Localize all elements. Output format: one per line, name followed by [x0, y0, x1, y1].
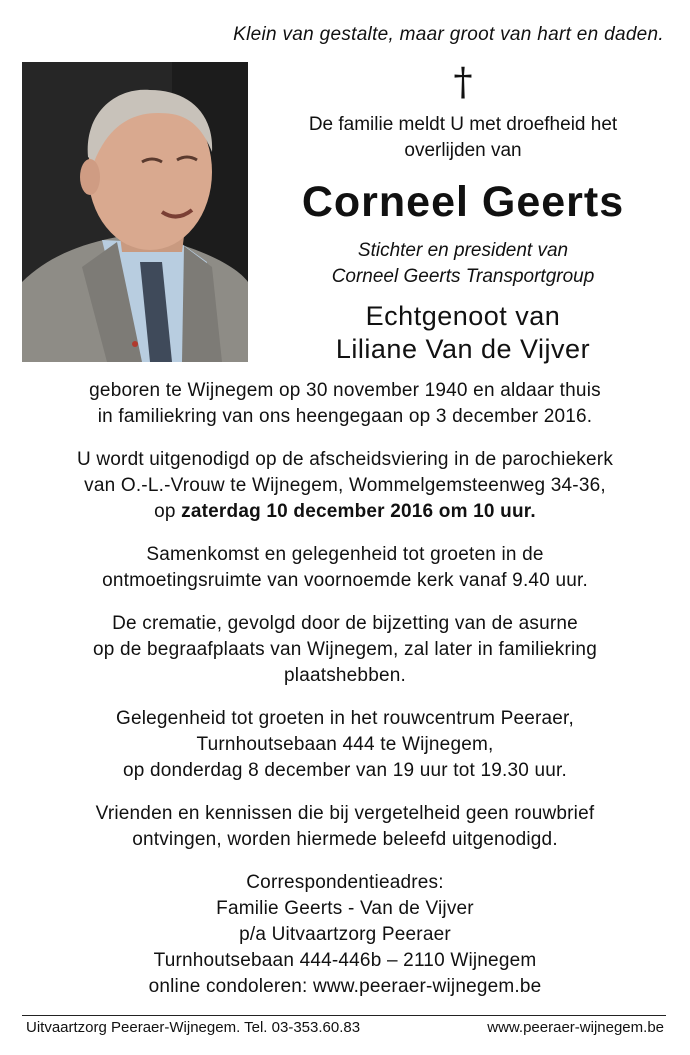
portrait-photo: [22, 62, 248, 362]
funeral-home-paragraph: Gelegenheid tot groeten in het rouwcentrum Peeraer, Turnhoutsebaan 444 te Wijnegem, op donderdag 8 december van 19 uur tot 19.30 uur.: [115, 708, 575, 781]
address-paragraph: Correspondentieadres: Familie Geerts - Van de Vijver p/a Uitvaartzorg Peeraer Turnhoutsebaan 444-446b – 2110 Wijnegem online condoleren: www.peeraer-wijnegem.be: [148, 872, 542, 997]
born-paragraph: geboren te Wijnegem op 30 november 1940 en aldaar thuis in familiekring van ons heengegaan op 3 december 2016.: [89, 380, 601, 427]
gathering-paragraph: Samenkomst en gelegenheid tot groeten in de ontmoetingsruimte van voornoemde kerk vanaf 9.40 uur.: [102, 544, 588, 591]
cross-icon: †: [453, 60, 473, 104]
friends-paragraph: Vrienden en kennissen die bij vergetelheid geen rouwbrief ontvingen, worden hiermede beleefd uitgenodigd.: [95, 803, 595, 850]
footer-contact: Uitvaartzorg Peeraer-Wijnegem. Tel. 03-353.60.83: [26, 1019, 361, 1036]
intro-text: De familie meldt U met droefheid het overlijden van: [308, 114, 618, 161]
deceased-name: Corneel Geerts: [301, 178, 625, 226]
notice-body: [20, 378, 670, 1017]
spouse-text: Echtgenoot van Liliane Van de Vijver: [335, 301, 591, 364]
cremation-paragraph: De crematie, gevolgd door de bijzetting van de asurne op de begraafplaats van Wijnegem, zal later in familiekring plaatshebben.: [93, 613, 597, 686]
motto: Klein van gestalte, maar groot van hart en daden.: [233, 24, 664, 45]
portrait-illustration: [22, 62, 248, 362]
ceremony-date: zaterdag 10 december 2016 om 10 uur.: [181, 501, 536, 522]
footer-website: www.peeraer-wijnegem.be: [487, 1019, 664, 1036]
ceremony-paragraph: U wordt uitgenodigd op de afscheidsviering in de parochiekerk van O.-L.-Vrouw te Wijnegem, Wommelgemsteenweg 34-36, op zaterdag 10 december 2016 om 10 uur.: [76, 449, 614, 522]
footer-divider: [22, 1015, 666, 1016]
header-block: [258, 60, 668, 366]
role-text: Stichter en president van Corneel Geerts Transportgroup: [331, 240, 595, 287]
